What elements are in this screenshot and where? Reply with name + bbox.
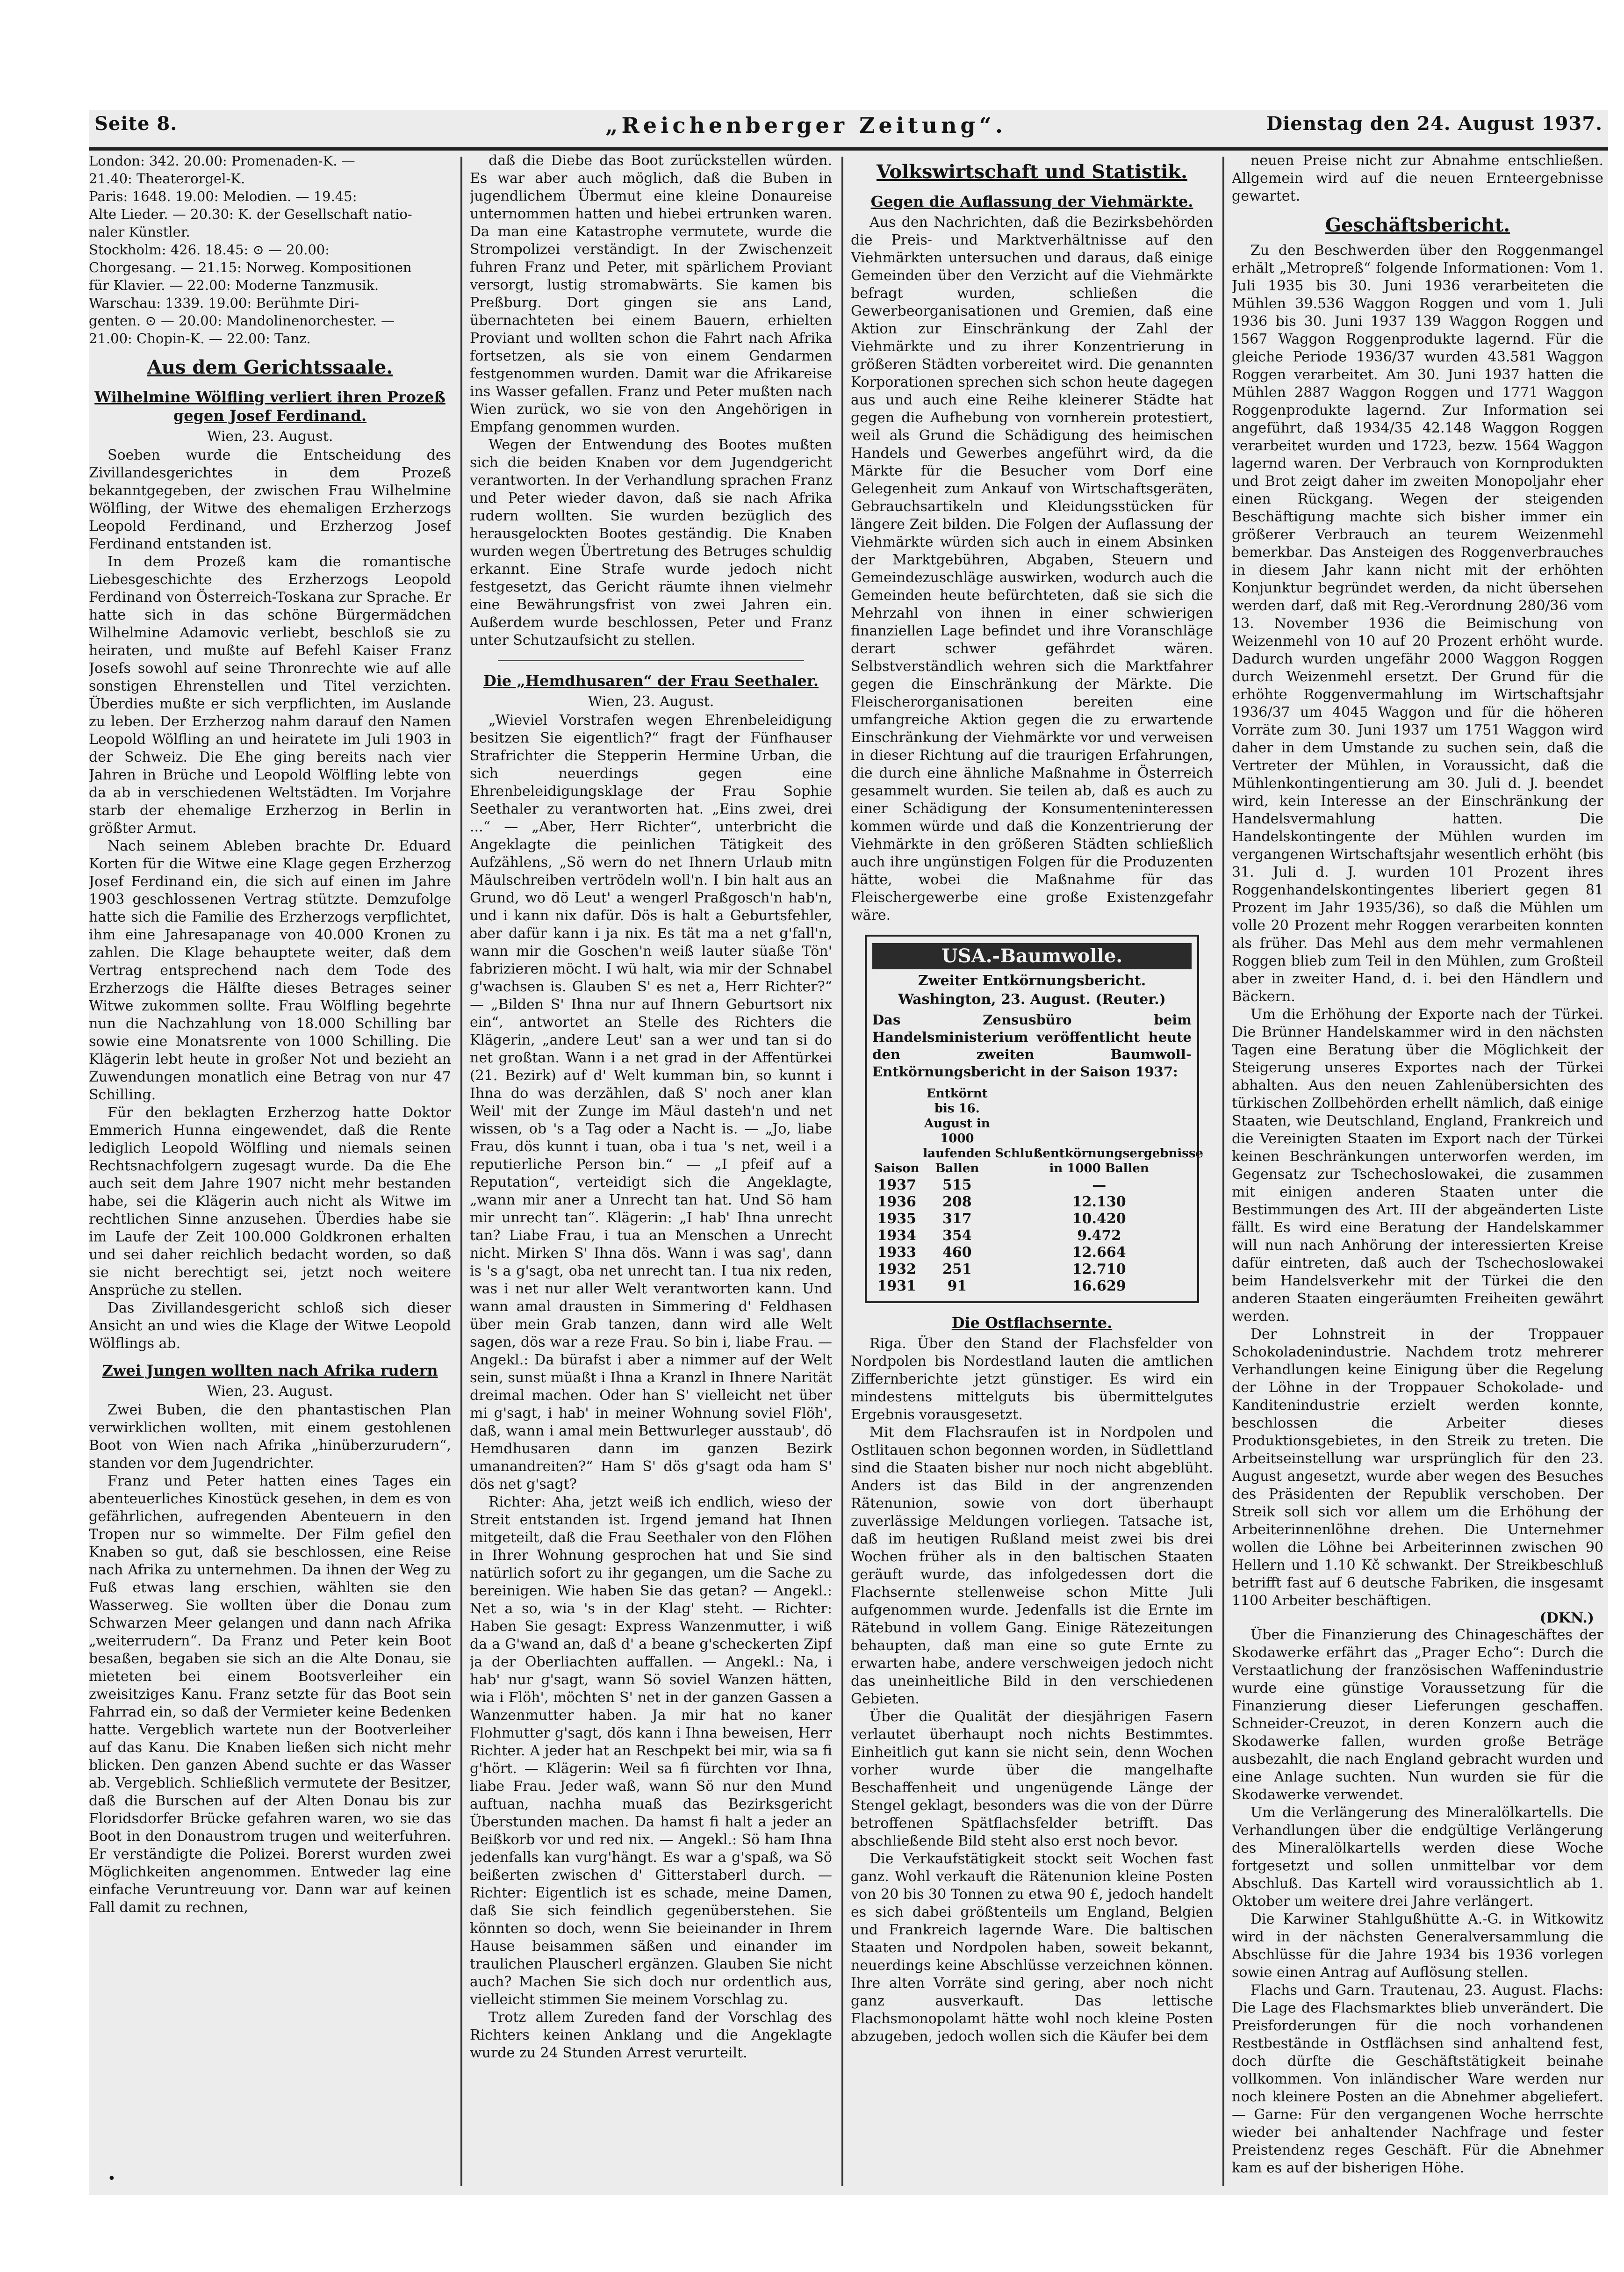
article-headline: Die Ostflachsernte. (951, 1314, 1113, 1332)
column-2 (470, 152, 832, 2186)
cell-ginned: 515 (942, 1177, 972, 1193)
column-4 (1232, 152, 1603, 2186)
cell-ginned: 317 (942, 1211, 972, 1227)
article-paragraph: Das Zivillandesgericht schloß sich dieser Ansicht an und wies die Klage der Witwe Leopold Wölflings ab. (89, 1300, 451, 1352)
article-paragraph: daß die Diebe das Boot zurückstellen würden. Es war aber auch möglich, daß die Buben in jugendlichem Übermut eine kleine Donaureise unternommen hatten und hiebei ertrunken waren. Da man eine Katastrophe vermutete, wurde die Strompolizei verständigt. In der Zwischenzeit fuhren Franz und Peter, mit spärlichem Proviant versorgt, lustig stromabwärts. Sie kamen bis Preßburg. Dort gingen sie ans Land, übernachteten bei einem Bauern, erhielten Proviant und wollten schon die Fahrt nach Afrika fortsetzen, als sie von einem Gendarmen festgenommen wurden. Damit war die Afrikareise ins Wasser gefallen. Franz und Peter mußten nach Wien zurück, wo sie von den Angehörigen in Empfang genommen wurden. (470, 152, 832, 435)
table-row (872, 1261, 1205, 1278)
cell-final: 12.710 (1072, 1261, 1126, 1277)
column-1 (89, 152, 451, 2186)
article-divider (498, 660, 804, 661)
table-row (872, 1227, 1205, 1244)
article-headline: Die „Hemdhusaren“ der Frau Seethaler. (483, 672, 819, 690)
cell-season: 1935 (877, 1211, 916, 1227)
radio-line: naler Künstler. (89, 224, 190, 240)
footer-mark: • (108, 2171, 116, 2187)
news-item: Über die Finanzierung des Chinageschäftes der Skodawerke erfährt das „Prager Echo“: Durch die Verstaatlichung der französischen Waffenindustrie wurde eine günstige Voraussetzung für die Finanzierung dieser Lieferungen geschaffen. Schneider-Creuzot, in deren Konzern auch die Skodawerke fallen, wurden große Beträge ausbezahlt, die nach England gebracht wurden und eine Anlage suchten. Nun wurden sie für die Skodawerke verwendet. (1232, 1627, 1603, 1803)
news-item: Um die Erhöhung der Exporte nach der Türkei. Die Brünner Handelskammer wird in den nächsten Tagen eine Beratung über die Möglichkeit der Steigerung unseres Exportes nach der Türkei abhalten. Aus den neuen Zahlenübersichten des türkischen Zollbehörden erhellt nämlich, daß einige Staaten, wie Deutschland, England, Frankreich und die Vereinigten Staaten im Export nach der Türkei keinen Beschränkungen unterworfen werden, im Gegensatz zur Tschechoslowakei, die zusammen mit einigen anderen Staaten unter die Bestimmungen des Art. III der abgeänderten Liste fällt. Es wird eine Beratung der Handelskammer will nun nach Anhörung der interessierten Kreise dafür eintreten, daß auch der Tschechoslowakei beim Handelsverkehr mit der Türkei die den anderen Staaten eingeräumten Freiheiten gewährt werden. (1232, 1006, 1603, 1325)
column-3 (851, 152, 1213, 2186)
radio-line: für Klavier. — 22.00: Moderne Tanzmusik. (89, 277, 379, 293)
article-paragraph: Soeben wurde die Entscheidung des Zivillandesgerichtes in dem Prozeß bekanntgegeben, der zwischen Frau Wilhelmine Wölfling, der Witwe des ehemaligen Erzherzogs Leopold Ferdinand, und Erzherzog Josef Ferdinand entstanden ist. (89, 447, 451, 552)
section-title-court: Aus dem Gerichtssaale. (147, 356, 393, 378)
article-paragraph: Wegen der Entwendung des Bootes mußten sich die beiden Knaben vor dem Jugendgericht verantworten. In der Verhandlung sprachen Franz und Peter wieder davon, daß sie nach Afrika rudern wollten. Sie wurden bezüglich des herausgelockten Bootes geständig. Die Knaben wurden wegen Übertretung des Betruges schuldig erkannt. Eine Strafe wurde jedoch nicht festgesetzt, das Gericht räumte ihnen vielmehr eine Bewährungsfrist von zwei Jahren ein. Außerdem wurde beschlossen, Peter und Franz unter Schutzaufsicht zu stellen. (470, 437, 832, 649)
col-header-season: Saison (874, 1161, 920, 1176)
column-rule (841, 157, 843, 2186)
article-headline: Wilhelmine Wölfling verliert ihren Prozeß gegen Josef Ferdinand. (94, 388, 446, 425)
col-header-ginned: Entkörnt bis 16. August in 1000 laufenden Ballen (923, 1087, 992, 1176)
news-item: Der Lohnstreit in der Troppauer Schokoladenindustrie. Nachdem trotz mehrerer Verhandlungen keine Einigung über die Regelung der Löhne in der Troppauer Schokolade- und Kanditenindustrie erzielt werden konnte, beschlossen die Arbeiter dieses Produktionsgebietes, in den Streik zu treten. Die Arbeitseinstellung war ursprünglich für den 23. August angesetzt, wurde aber wegen des Besuches des Präsidenten der Republik verschoben. Der Streik soll sich vor allem um die Erhöhung der Arbeiterinnenlöhne drehen. Die Unternehmer wollen die Löhne bei Arbeiterinnen zwischen 90 Hellern und 1.10 Kč schwankt. Der Streikbeschluß betrifft fast auf 6 deutsche Fabriken, die insgesamt 1100 Arbeiter beschäftigen. (1232, 1326, 1603, 1609)
cell-season: 1934 (877, 1227, 916, 1244)
article-dateline: Wien, 23. August. (207, 1383, 333, 1399)
radio-program (89, 152, 451, 347)
article-paragraph: Franz und Peter hatten eines Tages ein abenteuerliches Kinostück gesehen, in dem es von gefährlichen, aufregenden Abenteuern in den Tropen nur so wimmelte. Der Film gefiel den Knaben so gut, daß sie beschlossen, eine Reise nach Afrika zu unternehmen. Da ihnen der Weg zu Fuß etwas lang erschien, wählten sie den Wasserweg. Sie wollten über die Donau zum Schwarzen Meer gelangen und dann nach Afrika „weiterrudern“. Da Franz und Peter kein Boot besaßen, begaben sie sich an die Alte Donau, sie mieteten bei einem Bootsverleiher ein zweisitziges Kanu. Franz setzte für das Boot sein Fahrrad ein, so daß der Vermieter keine Bedenken hatte. Vergeblich wartete nun der Bootverleiher auf das Kanu. Die Knaben ließen sich nicht mehr blicken. Den ganzen Abend suchte er das Wasser ab. Vergeblich. Schließlich vermutete der Besitzer, daß die Burschen auf der Alten Donau bis zur Floridsdorfer Brücke gefahren waren, wo sie das Boot in den Donaustrom trugen und weiterfuhren. Er verständigte die Polizei. Borerst wurden zwei Möglichkeiten angenommen. Entweder lag eine einfache Veruntreuung vor. Dann war auf keinen Fall damit zu rechnen, (89, 1473, 451, 1916)
table-row (872, 1211, 1205, 1227)
cell-final: 12.130 (1072, 1194, 1126, 1210)
cell-season: 1937 (877, 1177, 916, 1193)
article-paragraph: „Wieviel Vorstrafen wegen Ehrenbeleidigung besitzen Sie eigentlich?“ fragt der Fünfhauser Strafrichter die Stepperin Hermine Urban, die sich neuerdings gegen eine Ehrenbeleidigungsklage der Frau Sophie Seethaler zu verantworten hat. „Eins zwei, drei ...“ — „Aber, Herr Richter“, unterbricht die Angeklagte die peinlichen Tätigkeit des Aufzählens, „Sö wern do net Ihnern Urlaub mitn Mäulschreiben vertrödeln woll'n. I bin halt aus an Grund, wo dö Leut' a wengerl Praßgosch'n hab'n, und i kann nix dafür. Dös is halt a Geburtsfehler, aber dafür kann i ja nix. Es tät ma a net g'fall'n, wann mir die Goschen'n weiß lauter süaße Tön' fabrizieren möcht. I wü halt, wia mir der Schnabel g'wachsen is. Glauben S' es net a, Herr Richter?“ — „Bilden S' Ihna nur auf Ihnern Geburtsort nix ein“, antwortet an Stelle des Richters die Klägerin, „andere Leut' san a wer und tan si do net großtan. Wann i a net grad in der Affentürkei (21. Bezirk) auf d' Welt kumman bin, so kunnt i Ihna do was derzählen, daß S' noch aner klan Weil' mit der Zunge im Mäul dasteh'n und net wissen, ob 's a Tag oder a Nacht is. — „Jo, liabe Frau, dös kunnt i tuan, oba i tua 's net, weil i a reputierliche Person bin.“ — „I pfeif auf a Reputation“, verteidigt sich die Angeklagte, „wann mir aner a Unrecht tan hat. Und Sö ham mir unrecht tan“. Klägerin: „I hab' Ihna unrecht tan? Liabe Frau, i tua an Menschen a Unrecht nicht. Mirken S' Ihna dös. Wann i was sag', dann is 's a g'sagt, oba net unrecht tan. I tua nix reden, was i net nur aller Welt verantworten kann. Und wann amal drausten in Simmering d' Feldhasen über mein Grab tanzen, dann wird alle Welt sagen, dös war a reze Frau. So bin i, liabe Frau. — Angekl.: Da bürafst i aber a nimmer auf der Welt sein, sunst müaßt i Ihna a Kranzl in Ihnere Narität dreimal machen. Oder han S' vielleicht net über mi g'sagt, i hab' in meiner Wohnung soviel Flöh', daß, wann i amal mein Bettwurleger ausstaub', dö Hemdhusaren dann im ganzen Bezirk umanandreiten?“ Ham S' dös g'sagt oda ham S' dös net g'sagt? (470, 712, 832, 1493)
radio-line: Alte Lieder. — 20.30: K. der Gesellschaft natio- (89, 206, 412, 222)
table-row (872, 1194, 1205, 1211)
cell-season: 1932 (877, 1261, 916, 1277)
cell-season: 1933 (877, 1244, 916, 1261)
column-rule (1222, 157, 1224, 2186)
cell-ginned: 251 (942, 1261, 972, 1277)
cell-ginned: 208 (942, 1194, 972, 1210)
newspaper-page (89, 110, 1608, 2195)
cotton-table (872, 1085, 1205, 1295)
cell-ginned: 460 (942, 1244, 972, 1261)
cell-ginned: 91 (947, 1278, 967, 1294)
box-title: USA.-Baumwolle. (872, 943, 1192, 969)
issue-date: Dienstag den 24. August 1937. (1266, 113, 1602, 135)
article-paragraph: Richter: Aha, jetzt weiß ich endlich, wieso der Streit entstanden ist. Irgend jemand hat Ihnen mitgeteilt, daß die Frau Seethaler von den Flöhen in Ihrer Wohnung gesprochen hat und Sie sind natürlich sofort zu ihr gegangen, um die Sache zu bereinigen. Wie haben Sie das getan? — Angekl.: Net a so, wia 's in der Klag' steht. — Richter: Haben Sie gesagt: Express Wanzenmutter, i wiß da a G'wand an, daß d' a beane g'scheckerten Zipf ja der Oberliachten auffallen. — Angekl.: Na, i hab' nur g'sagt, wann Sö soviel Wanzen hätten, wia i Flöh', möchten S' net in der ganzen Gassen a Wanzenmutter haben. Ja mir hat no kaner Flohmutter g'sagt, dös kann i Ihna beweisen, Herr Richter. A jeder hat an Reschpekt bei mir, wia sa fi g'hört. — Klägerin: Weil sa fi fürchten vor Ihna, liabe Frau. Jeder waß, wann Sö nur den Mund auftuan, nachha muaß das Bezirksgericht Überstunden machen. Da hamst fi halt a jeder an Beißkorb vor und red nix. — Angekl.: Sö ham Ihna jedenfalls kan vurg'hängt. Es war a g'spaß, wa Sö beißerten zwischen d' Gitterstaberl durch. — Richter: Eigentlich ist es schade, meine Damen, daß Sie sich feindlich gegenüberstehen. Sie könnten so doch, wenn Sie beieinander in Ihrem Hause beisammen säßen und einander im traulichen Plauscherl ergänzen. Glauben Sie nicht auch? Machen Sie sich doch nur ordentlich aus, vielleicht stimmen Sie meinem Vorschlag zu. (470, 1494, 832, 2008)
radio-line: London: 342. 20.00: Promenaden-K. — (89, 153, 355, 169)
box-subtitle: Zweiter Entkörnungsbericht. (918, 973, 1146, 989)
article-paragraph: Über die Qualität der diesjährigen Fasern verlautet überhaupt noch nichts Bestimmtes. Einheitlich gut kann sie nicht sein, denn Wochen vorher wurde über die mangelhafte Beschaffenheit und ungenügende Länge der Stengel geklagt, besonders was die von der Dürre betroffenen Spätflachsfelder betrifft. Das abschließende Bild steht also erst noch bevor. (851, 1709, 1213, 1849)
article-dateline: Wien, 23. August. (207, 428, 333, 445)
cell-ginned: 354 (942, 1227, 972, 1244)
table-row (872, 1177, 1205, 1194)
cell-season: 1931 (877, 1278, 916, 1294)
section-title-economy: Volkswirtschaft und Statistik. (877, 161, 1187, 183)
article-paragraph: Die Verkaufstätigkeit stockt seit Wochen fast ganz. Wohl verkauft die Rätenunion kleine Posten von 20 bis 30 Tonnen zu etwa 90 £, jedoch handelt es sich dabei größtenteils um England, Belgien und Frankreich lagernde Ware. Die baltischen Staaten und Nordpolen haben, soweit bekannt, neuerdings keine Abschlüsse verzeichnen können. Ihre alten Vorräte sind gering, aber noch nicht ganz ausverkauft. Das lettische Flachsmonopolamt hätte wohl noch kleine Posten abzugeben, jedoch wollen sich die Käufer bei dem (851, 1851, 1213, 2045)
page-number: Seite 8. (94, 113, 178, 135)
radio-line: Stockholm: 426. 18.45: ⊙ — 20.00: (89, 242, 330, 258)
table-row (872, 1278, 1205, 1295)
cotton-report-box (865, 935, 1204, 1303)
page-header (89, 110, 1608, 151)
section-title-business: Geschäftsbericht. (1325, 214, 1510, 236)
column-rule (460, 157, 462, 2186)
box-dateline: Washington, 23. August. (Reuter.) (898, 991, 1166, 1008)
cell-final: — (1092, 1177, 1107, 1193)
article-paragraph: Zwei Buben, die den phantastischen Plan verwirklichen wollten, mit einem gestohlenen Boot von Wien nach Afrika „hinüberzurudern“, standen vor dem Jugendrichter. (89, 1402, 451, 1471)
article-paragraph: Nach seinem Ableben brachte Dr. Eduard Korten für die Witwe eine Klage gegen Erzherzog Josef Ferdinand ein, die sich auf einen im Jahre 1903 geschlossenen Vertrag stützte. Demzufolge hatte sich die Familie des Erzherzogs verpflichtet, ihm eine Jahresapanage von 40.000 Kronen zu zahlen. Die Klage behauptete weiter, daß dem Vertrag entsprechend nach dem Tode des Erzherzogs die Hälfte dieses Betrages seiner Witwe zukommen sollte. Frau Wölfling begehrte nun die Nachzahlung von 18.000 Schilling bar sowie eine Monatsrente von 1000 Schilling. Die Klägerin lebt heute in großer Not und bezieht an Zuwendungen monatlich eine Betrag von nur 47 Schilling. (89, 838, 451, 1103)
article-paragraph: Aus den Nachrichten, daß die Bezirksbehörden die Preis- und Marktverhältnisse auf den Viehmärkten untersuchen und daraus, daß einige Gemeinden über den Verzicht auf die Viehmärkte befragt wurden, schließen die Gewerbeorganisationen und Gremien, daß eine Aktion zur Einschränkung der Zahl der Viehmärkte und zu ihrer Konzentrierung in größeren Städten vorbereitet wird. Die genannten Korporationen sprechen sich schon heute dagegen aus und auch eine Reihe kleinerer Städte hat gegen die Aufhebung von vornherein protestiert, weil als Grund die Schädigung des heimischen Handels und Gewerbes angeführt wird, da die Märkte für die Besucher vom Dorf eine Gelegenheit zum Ankauf von Wirtschaftsgeräten, Gebrauchsartikeln und Kleidungsstücken für längere Zeit bilden. Die Folgen der Auflassung der Viehmärkte würden sich auch in einem Absinken der Marktgebühren, Abgaben, Steuern und Gemeindezuschläge auswirken, wodurch auch die Gemeinden heute befürchteten, daß sie sich die Mehrzahl von ihnen in einer schwierigen finanziellen Lage befindet und ihre Voranschläge derart schwer gefährdet wären. Selbstverständlich wehren sich die Marktfahrer gegen die Einschränkung der Märkte. Die Fleischerorganisationen bereiten eine umfangreiche Aktion gegen die zu erwartende Einschränkung der Viehmärkte vor und verweisen in dieser Richtung auf die traurigen Erfahrungen, die durch eine ähnliche Maßnahme in Österreich gesammelt wurden. Sie teilen ab, daß es auch zu einer Schädigung der Konsumenteninteressen kommen würde und daß die Konzentrierung der Viehmärkte in den größeren Städten schließlich auch ihre ungünstigen Folgen für die Produzenten hätte, wobei die Maßnahme für das Fleischergewerbe eine große Existenzgefahr wäre. (851, 214, 1213, 923)
article-paragraph: Riga. Über den Stand der Flachsfelder von Nordpolen bis Nordestland lauten die amtlichen Ziffernberichte jetzt günstiger. Es wird ein mindestens mittelguts bis übermittelgutes Ergebnis vorausgesetzt. (851, 1335, 1213, 1423)
article-paragraph: In dem Prozeß kam die romantische Liebesgeschichte des Erzherzogs Leopold Ferdinand von Österreich-Toskana zur Sprache. Er hatte sich in das schöne Bürgermädchen Wilhelmine Adamovic verliebt, beschloß sie zu heiraten, und mußte auf Befehl Kaiser Franz Josefs sowohl auf seine Thronrechte wie auf alle sonstigen Ehrenstellen und Titel verzichten. Überdies mußte er sich verpflichten, im Auslande zu leben. Der Erzherzog nahm darauf den Namen Leopold Wölfling an und heiratete im Juli 1903 in der Schweiz. Die Ehe ging bereits nach vier Jahren in Brüche und Leopold Wölfling lebte von da ab in verschiedenen Weltstädten. Im Vorjahre starb der ehemalige Erzherzog in Berlin in größter Armut. (89, 554, 451, 837)
article-dateline: Wien, 23. August. (588, 693, 714, 710)
radio-line: Warschau: 1339. 19.00: Berühmte Diri- (89, 295, 359, 311)
radio-line: genten. ⊙ — 20.00: Mandolinenorchester. — (89, 313, 395, 329)
col-header-final: Schlußentkörnungsergebnisse in 1000 Ballen (995, 1147, 1204, 1176)
box-lead: Das Zensusbüro beim Handelsministerium veröffentlicht heute den zweiten Baumwoll-Entkörnungsbericht in der Saison 1937: (872, 1012, 1192, 1080)
table-row (872, 1244, 1205, 1261)
radio-line: Paris: 1648. 19.00: Melodien. — 19.45: (89, 188, 357, 204)
cell-final: 16.629 (1072, 1278, 1126, 1294)
cell-final: 10.420 (1072, 1211, 1126, 1227)
cell-final: 9.472 (1077, 1227, 1121, 1244)
article-paragraph: neuen Preise nicht zur Abnahme entschließen. Allgemein wird auf die neuen Ernteergebnisse gewartet. (1232, 152, 1603, 204)
radio-line: Chorgesang. — 21.15: Norweg. Kompositionen (89, 260, 412, 275)
article-paragraph: Für den beklagten Erzherzog hatte Doktor Emmerich Hunna eingewendet, daß die Rente lediglich Leopold Wölfling und niemals seinen Rechtsnachfolgern zugesagt wurde. Da die Ehe auch seit dem Jahre 1907 nicht mehr bestanden habe, sei die Klägerin auch nicht als Witwe im rechtlichen Sinne anzusehen. Überdies habe sie im Laufe der Zeit 100.000 Goldkronen erhalten und sei daher reichlich bedacht worden, so daß sie nicht berechtigt sei, jetzt noch weitere Ansprüche zu stellen. (89, 1104, 451, 1298)
news-item: Die Karwiner Stahlgußhütte A.-G. in Witkowitz wird in der nächsten Generalversammlung die Abschlüsse für die Jahre 1934 bis 1936 vorlegen sowie einen Antrag auf Auflösung stellen. (1232, 1911, 1603, 1981)
news-item: Zu den Beschwerden über den Roggenmangel erhält „Metropreß“ folgende Informationen: Vom 1. Juli 1935 bis 30. Juni 1936 verarbeiteten die Mühlen 39.536 Waggon Roggen und vom 1. Juli 1936 bis 30. Juni 1937 139 Waggon Roggen und 1567 Waggon Roggenprodukte lagernd. Für die gleiche Periode 1936/37 wurden 43.581 Waggon Roggen verarbeitet. Am 30. Juni 1937 hatten die Mühlen 2887 Waggon Roggen und 1771 Waggon Roggenprodukte lagernd. Zur Information sei angeführt, daß 1934/35 42.148 Waggon Roggen verarbeitet wurden und 1723, bezw. 1564 Waggon lagernd waren. Der Verbrauch von Kornprodukten und Brot zeigt daher im zweiten Monopoljahr eher einen Rückgang. Wegen der steigenden Beschäftigung machte sich bisher immer ein größerer Verbrauch an teurem Weizenmehl bemerkbar. Das Ansteigen des Roggenverbrauches in diesem Jahr kann nicht mit der erhöhten Konjunktur begründet werden, da nicht übersehen werden darf, daß mit Reg.-Verordnung 280/36 vom 13. November 1936 die Beimischung von Weizenmehl von 10 auf 20 Prozent erhöht wurde. Dadurch wurden ungefähr 2000 Waggon Roggen durch Weizenmehl ersetzt. Der Grund für die erhöhte Roggenvermahlung im Wirtschaftsjahr 1936/37 um 4045 Waggon und für die höheren Vorräte zum 30. Juni 1937 um 1751 Waggon wird daher in dem Umstande zu suchen sein, daß die Vertreter der Mühlen, in Voraussicht, daß die Mühlenkontingentierung am 30. Juli d. J. beendet wird, kein Interesse an der Einschränkung der Handelsvermahlung hatten. Die Handelskontingente der Mühlen wurden im vergangenen Wirtschaftsjahr wesentlich erhöht (bis 31. Juli d. J. wurden 101 Prozent ihres Roggenhandelskontingentes liberiert gegen 81 Prozent im Jahr 1935/36), so daß die Mühlen um volle 20 Prozent mehr Roggen verarbeiten konnten als früher. Das Mehl aus dem mehr vermahlenen Roggen blieb zum Teil in den Mühlen, zum Großteil aber in zweiter Hand, d. i. bei den Händlern und Bäckern. (1232, 242, 1603, 1005)
masthead: „Reichenberger Zeitung“. (605, 113, 1007, 138)
radio-line: 21.00: Chopin-K. — 22.00: Tanz. (89, 331, 311, 346)
radio-line: 21.40: Theaterorgel-K. (89, 171, 245, 187)
article-paragraph: Trotz allem Zureden fand der Vorschlag des Richters keinen Anklang und die Angeklagte wurde zu 24 Stunden Arrest verurteilt. (470, 2009, 832, 2061)
cell-final: 12.664 (1072, 1244, 1126, 1261)
article-paragraph: Mit dem Flachsraufen ist in Nordpolen und Ostlitauen schon begonnen worden, in Südlettland sind die Staaten bisher nur noch nicht abgeblüht. Anders ist das Bild in der angrenzenden Rätenunion, sowie von dort überhaupt zuverlässige Meldungen vorliegen. Tatsache ist, daß im heutigen Rußland meist zwei bis drei Wochen früher als in den baltischen Staaten geräuft wurde, das infolgedessen dort die Flachsernte stellenweise schon Mitte Juli aufgenommen wurde. Jedenfalls ist die Ernte im Rätebund in vollem Gang. Einige Rätezeitungen behaupten, daß man eine so gute Ernte zu erwarten habe, andere verschweigen jedoch nicht das uneinheitliche Bild in den verschiedenen Gebieten. (851, 1424, 1213, 1707)
cell-season: 1936 (877, 1194, 916, 1210)
news-item: Flachs und Garn. Trautenau, 23. August. Flachs: Die Lage des Flachsmarktes blieb unverändert. Die Preisforderungen für die noch vorhandenen Restbestände in Ostflächsen sind anhaltend fest, doch dürfte die Geschäftstätigkeit beinahe vollkommen. Von inländischer Ware werden nur noch kleinere Posten an die Abnehmer abgeliefert. — Garne: Für den vergangenen Woche herrschte wieder bei anhaltender Nachfrage und fester Preistendenz reges Geschäft. Für die Abnehmer kam es auf der bisherigen Höhe. (1232, 1982, 1603, 2176)
article-headline: Gegen die Auflassung der Viehmärkte. (870, 193, 1193, 210)
signature: (DKN.) (1539, 1610, 1594, 1626)
article-headline: Zwei Jungen wollten nach Afrika rudern (102, 1362, 438, 1379)
news-item: Um die Verlängerung des Mineralölkartells. Die Verhandlungen über die endgültige Verlängerung des Mineralölkartells werden diese Woche fortgesetzt und sollen unmittelbar vor dem Abschluß. Das Kartell wird voraussichtlich ab 1. Oktober um weitere drei Jahre verlängert. (1232, 1804, 1603, 1910)
